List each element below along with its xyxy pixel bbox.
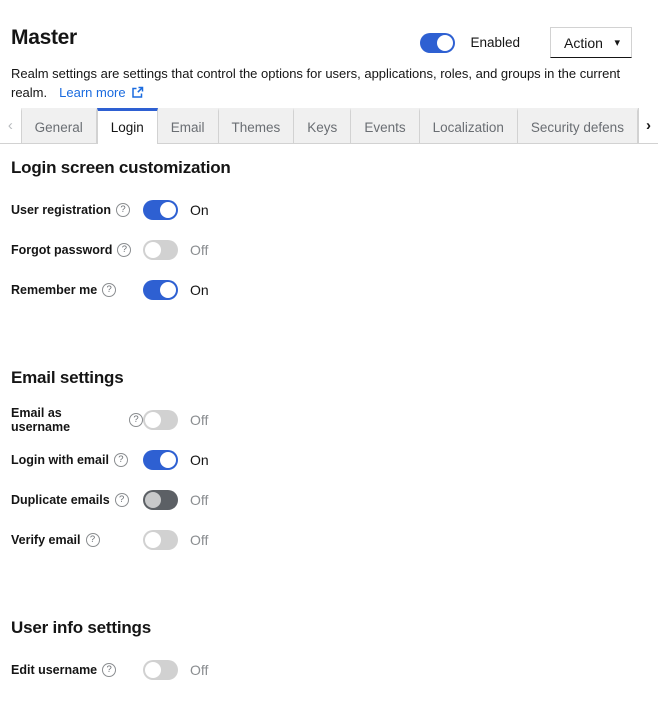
toggle-knob xyxy=(160,202,176,218)
toggle-state-label: Off xyxy=(190,492,209,508)
tabs-scroll-right-button[interactable] xyxy=(638,108,658,144)
tab-label: Events xyxy=(364,119,406,135)
realm-settings-tabs xyxy=(0,108,658,144)
action-dropdown-button[interactable] xyxy=(550,27,632,58)
setting-label: Remember me xyxy=(11,283,98,297)
help-icon[interactable]: ? xyxy=(129,413,143,427)
user-registration-toggle[interactable] xyxy=(143,200,178,220)
toggle-knob xyxy=(145,662,161,678)
help-icon[interactable]: ? xyxy=(86,533,100,547)
section-user-info-settings xyxy=(11,617,648,680)
toggle-knob xyxy=(437,35,453,51)
toggle-state-label: Off xyxy=(190,412,209,428)
setting-label: Verify email xyxy=(11,533,81,547)
section-email-settings xyxy=(11,367,648,550)
enabled-label: Enabled xyxy=(470,35,520,50)
realm-description xyxy=(11,64,648,102)
learn-more-link[interactable] xyxy=(59,83,143,102)
toggle-knob xyxy=(160,282,176,298)
chevron-right-icon: › xyxy=(645,117,651,134)
tab-email[interactable] xyxy=(158,108,219,144)
login-with-email-toggle[interactable] xyxy=(143,450,178,470)
toggle-knob xyxy=(145,242,161,258)
help-icon[interactable]: ? xyxy=(117,243,131,257)
realm-settings-header xyxy=(0,0,658,102)
realm-enabled-toggle[interactable] xyxy=(420,33,455,53)
tab-keys[interactable] xyxy=(294,108,351,144)
section-heading: Login screen customization xyxy=(11,158,231,177)
learn-more-label: Learn more xyxy=(59,85,126,100)
help-icon[interactable]: ? xyxy=(116,203,130,217)
setting-row-user-registration xyxy=(11,200,648,220)
setting-row-email-as-username xyxy=(11,406,648,434)
edit-username-toggle[interactable] xyxy=(143,660,178,680)
toggle-state-label: Off xyxy=(190,662,209,678)
login-tab-content xyxy=(0,144,658,680)
setting-row-edit-username xyxy=(11,660,648,680)
setting-label: Forgot password xyxy=(11,243,113,257)
realm-description-line1: Realm settings are settings that control the options for users, applications, roles, and groups in the current xyxy=(11,66,621,81)
email-as-username-toggle[interactable] xyxy=(143,410,178,430)
tab-label: General xyxy=(34,119,83,135)
setting-label: Duplicate emails xyxy=(11,493,110,507)
toggle-state-label: On xyxy=(190,452,209,468)
chevron-left-icon: ‹ xyxy=(7,117,13,134)
tab-label: Email xyxy=(170,119,205,135)
toggle-knob xyxy=(145,492,161,508)
toggle-state-label: Off xyxy=(190,532,209,548)
remember-me-toggle[interactable] xyxy=(143,280,178,300)
setting-row-login-with-email xyxy=(11,450,648,470)
toggle-knob xyxy=(145,532,161,548)
duplicate-emails-toggle xyxy=(143,490,178,510)
toggle-state-label: On xyxy=(190,202,209,218)
setting-label: Login with email xyxy=(11,453,109,467)
forgot-password-toggle[interactable] xyxy=(143,240,178,260)
setting-row-duplicate-emails xyxy=(11,490,648,510)
toggle-state-label: Off xyxy=(190,242,209,258)
toggle-knob xyxy=(145,412,161,428)
external-link-icon xyxy=(131,86,144,99)
tab-label: Login xyxy=(110,120,144,135)
tab-label: Localization xyxy=(432,119,504,135)
tabs-scroll-left-button[interactable] xyxy=(0,108,21,144)
help-icon[interactable]: ? xyxy=(115,493,129,507)
toggle-state-label: On xyxy=(190,282,209,298)
help-icon[interactable]: ? xyxy=(102,663,116,677)
tab-security-defenses[interactable] xyxy=(518,108,638,144)
header-controls xyxy=(420,27,632,58)
action-dropdown-label: Action xyxy=(564,34,603,51)
setting-row-remember-me xyxy=(11,280,648,300)
tab-general[interactable] xyxy=(21,108,97,144)
setting-row-verify-email xyxy=(11,530,648,550)
page-title: Master xyxy=(11,26,77,49)
setting-label: Email as username xyxy=(11,406,71,434)
help-icon[interactable]: ? xyxy=(102,283,116,297)
tab-label: Keys xyxy=(307,119,338,135)
section-heading: Email settings xyxy=(11,368,124,387)
verify-email-toggle[interactable] xyxy=(143,530,178,550)
realm-description-line2: realm. xyxy=(11,85,48,100)
section-login-screen-customization xyxy=(11,157,648,300)
tab-events[interactable] xyxy=(351,108,419,144)
section-heading: User info settings xyxy=(11,618,151,637)
setting-row-forgot-password xyxy=(11,240,648,260)
caret-down-icon: ▾ xyxy=(614,37,620,49)
tab-login[interactable] xyxy=(97,108,158,144)
help-icon[interactable]: ? xyxy=(114,453,128,467)
tab-themes[interactable] xyxy=(219,108,295,144)
tab-localization[interactable] xyxy=(420,108,518,144)
tab-label: Themes xyxy=(231,119,281,135)
setting-label: Edit username xyxy=(11,663,98,677)
setting-label: User registration xyxy=(11,203,112,217)
toggle-knob xyxy=(160,452,176,468)
tab-label: Security defens xyxy=(530,119,624,135)
